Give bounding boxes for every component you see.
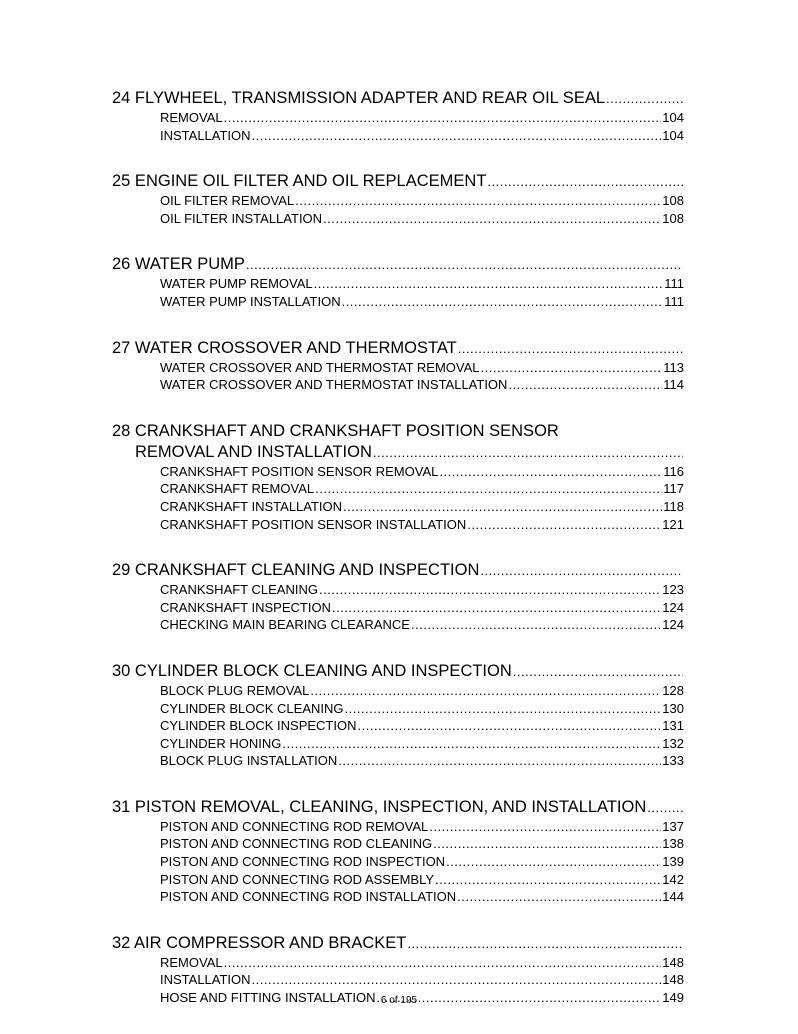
toc-entry[interactable] [112, 210, 684, 228]
toc-entry[interactable] [112, 109, 684, 127]
toc-section [112, 254, 684, 310]
section-heading[interactable] [112, 797, 684, 818]
toc-entry[interactable] [112, 853, 684, 871]
dot-leader [373, 442, 683, 463]
dot-leader [252, 971, 662, 989]
toc-entry-label: CRANKSHAFT CLEANING [160, 582, 318, 598]
section-heading[interactable] [112, 661, 684, 682]
toc-entry-label: WATER PUMP INSTALLATION [160, 293, 341, 309]
toc-entry[interactable] [112, 717, 684, 735]
toc-section [112, 661, 684, 770]
toc-entry-label: CHECKING MAIN BEARING CLEARANCE [160, 617, 410, 633]
dot-leader [319, 581, 661, 599]
toc-entry[interactable] [112, 971, 684, 989]
toc-entry[interactable] [112, 275, 684, 293]
toc-section [112, 171, 684, 227]
toc-entry[interactable] [112, 127, 684, 145]
toc-entry-page: 124 [662, 617, 684, 633]
dot-leader [433, 835, 661, 853]
dot-leader [224, 954, 662, 972]
section-heading[interactable] [112, 933, 684, 954]
toc-entry-page: 117 [663, 481, 684, 497]
toc-entry-label: REMOVAL [160, 110, 223, 125]
dot-leader [407, 933, 683, 954]
toc-entry-label: CRANKSHAFT REMOVAL [160, 481, 315, 497]
toc-entry-page: 144 [662, 889, 684, 905]
dot-leader [411, 616, 661, 634]
toc-entry[interactable] [112, 888, 684, 906]
dot-leader [314, 275, 664, 293]
section-heading[interactable] [112, 88, 684, 109]
section-title: 24 FLYWHEEL, TRANSMISSION ADAPTER AND REAR OIL SEAL [112, 89, 606, 107]
toc-entry[interactable] [112, 735, 684, 753]
toc-section [112, 88, 684, 144]
section-title: 32 AIR COMPRESSOR AND BRACKET [112, 933, 407, 952]
toc-entry-page: 139 [662, 854, 684, 870]
toc-entry-label: INSTALLATION [160, 972, 251, 988]
dot-leader [508, 376, 662, 394]
toc-entry-page: 132 [662, 735, 684, 751]
toc-entry[interactable] [112, 376, 684, 394]
toc-entry-label: BLOCK PLUG INSTALLATION [160, 753, 338, 769]
dot-leader [343, 498, 662, 516]
section-title: 26 WATER PUMP [112, 255, 245, 274]
dot-leader [338, 752, 661, 770]
toc-section [112, 421, 684, 533]
toc-entry-page: 142 [662, 871, 684, 887]
toc-entry[interactable] [112, 818, 684, 836]
toc-section [112, 797, 684, 906]
dot-leader [246, 254, 683, 275]
dot-leader [435, 871, 661, 889]
toc-entry-label: CRANKSHAFT INSTALLATION [160, 498, 343, 514]
toc-entry[interactable] [112, 516, 684, 534]
toc-entry-label: PISTON AND CONNECTING ROD REMOVAL [160, 818, 429, 834]
toc-entry-page: 137 [662, 818, 684, 834]
dot-leader [457, 888, 661, 906]
toc-entry-page: 108 [662, 193, 684, 209]
toc-entry-page: 121 [662, 516, 684, 532]
toc-entry-label: WATER CROSSOVER AND THERMOSTAT REMOVAL [160, 359, 480, 375]
toc-entry-page: 123 [662, 582, 684, 598]
toc-entry-label: OIL FILTER INSTALLATION [160, 210, 323, 226]
toc-entry-page: 114 [663, 377, 684, 393]
toc-entry[interactable] [112, 463, 684, 481]
toc-entry[interactable] [112, 871, 684, 889]
toc-entry-label: BLOCK PLUG REMOVAL [160, 682, 310, 698]
toc-entry-page: 111 [664, 276, 684, 292]
section-title: 31 PISTON REMOVAL, CLEANING, INSPECTION, AND INSTALLATION [112, 797, 647, 816]
toc-entry-page: 148 [662, 972, 684, 988]
toc-entry[interactable] [112, 835, 684, 853]
section-heading[interactable] [112, 560, 684, 581]
dot-leader [439, 463, 662, 481]
dot-leader [458, 338, 683, 359]
toc-entry-page: 118 [663, 498, 684, 514]
dot-leader [342, 293, 664, 311]
toc-entry-page: 148 [662, 954, 684, 970]
toc-entry-label: CRANKSHAFT POSITION SENSOR INSTALLATION [160, 516, 467, 532]
toc-entry[interactable] [112, 682, 684, 700]
toc-section [112, 338, 684, 394]
dot-leader [323, 210, 661, 228]
toc-entry-label: PISTON AND CONNECTING ROD INSPECTION [160, 854, 446, 870]
section-title: 29 CRANKSHAFT CLEANING AND INSPECTION [112, 561, 480, 580]
dot-leader [513, 661, 683, 682]
toc-entry-page: 104 [662, 127, 684, 143]
dot-leader [647, 797, 683, 818]
toc-entry-label: REMOVAL [160, 954, 223, 970]
toc-entry-page: 128 [662, 682, 684, 698]
dot-leader [295, 192, 661, 210]
section-heading[interactable] [112, 171, 684, 192]
toc-entry-page: 104 [662, 110, 684, 125]
toc-entry-page: 149 [662, 990, 684, 1006]
toc-entry-label: HOSE AND FITTING INSTALLATION [160, 990, 376, 1006]
dot-leader [282, 735, 661, 753]
toc-entry[interactable] [112, 700, 684, 718]
section-title-line2: REMOVAL AND INSTALLATION [135, 442, 372, 461]
dot-leader [358, 717, 662, 735]
toc-entry[interactable] [112, 480, 684, 498]
toc-entry[interactable] [112, 581, 684, 599]
dot-leader [315, 480, 662, 498]
toc-entry-label: CYLINDER BLOCK CLEANING [160, 700, 344, 716]
section-heading[interactable] [112, 338, 684, 359]
toc-entry-label: PISTON AND CONNECTING ROD CLEANING [160, 836, 433, 852]
toc-entry-label: CYLINDER BLOCK INSPECTION [160, 718, 357, 734]
section-title: 27 WATER CROSSOVER AND THERMOSTAT [112, 338, 457, 357]
toc-entry[interactable] [112, 599, 684, 617]
dot-leader [224, 109, 662, 127]
toc-entry-label: PISTON AND CONNECTING ROD INSTALLATION [160, 889, 457, 905]
toc-entry-page: 138 [662, 836, 684, 852]
toc-entry[interactable] [112, 616, 684, 634]
section-title: 28 CRANKSHAFT AND CRANKSHAFT POSITION SENSOR [112, 421, 559, 440]
section-title: 30 CYLINDER BLOCK CLEANING AND INSPECTION [112, 661, 512, 680]
toc-entry-label: WATER PUMP REMOVAL [160, 276, 313, 292]
section-title: 25 ENGINE OIL FILTER AND OIL REPLACEMENT [112, 172, 487, 191]
toc-section [112, 560, 684, 634]
dot-leader [446, 853, 661, 871]
toc-entry-page: 133 [662, 753, 684, 769]
dot-leader [481, 359, 663, 377]
toc-entry[interactable] [112, 954, 684, 972]
section-heading[interactable] [112, 421, 684, 442]
toc-entry[interactable] [112, 192, 684, 210]
dot-leader [345, 700, 662, 718]
toc-entry-page: 113 [663, 359, 684, 375]
toc-entry-label: INSTALLATION [160, 127, 251, 143]
toc-entry-page: 111 [664, 293, 684, 309]
dot-leader [252, 127, 662, 145]
toc-entry[interactable] [112, 359, 684, 377]
toc-entry-label: WATER CROSSOVER AND THERMOSTAT INSTALLATION [160, 377, 508, 393]
dot-leader [480, 560, 683, 581]
toc-entry[interactable] [112, 498, 684, 516]
dot-leader [487, 171, 683, 192]
toc-entry-page: 108 [662, 210, 684, 226]
toc-entry-label: PISTON AND CONNECTING ROD ASSEMBLY [160, 871, 435, 887]
dot-leader [310, 682, 661, 700]
toc-entry-label: CRANKSHAFT POSITION SENSOR REMOVAL [160, 463, 439, 479]
toc-entry-label: OIL FILTER REMOVAL [160, 193, 295, 209]
table-of-contents [112, 88, 684, 1034]
toc-entry-page: 130 [662, 700, 684, 716]
page-number-footer: 6 of 195 [380, 995, 418, 1006]
dot-leader [467, 516, 661, 534]
toc-entry-label: CYLINDER HONING [160, 735, 282, 751]
section-heading[interactable] [112, 254, 684, 275]
toc-entry-page: 131 [662, 718, 684, 734]
dot-leader [606, 88, 683, 109]
toc-entry-page: 124 [662, 599, 684, 615]
toc-entry[interactable] [112, 752, 684, 770]
toc-entry-label: CRANKSHAFT INSPECTION [160, 599, 331, 615]
dot-leader [332, 599, 661, 617]
toc-entry[interactable] [112, 293, 684, 311]
section-heading-continued[interactable] [112, 442, 684, 463]
toc-entry-page: 116 [663, 463, 684, 479]
dot-leader [429, 818, 661, 836]
